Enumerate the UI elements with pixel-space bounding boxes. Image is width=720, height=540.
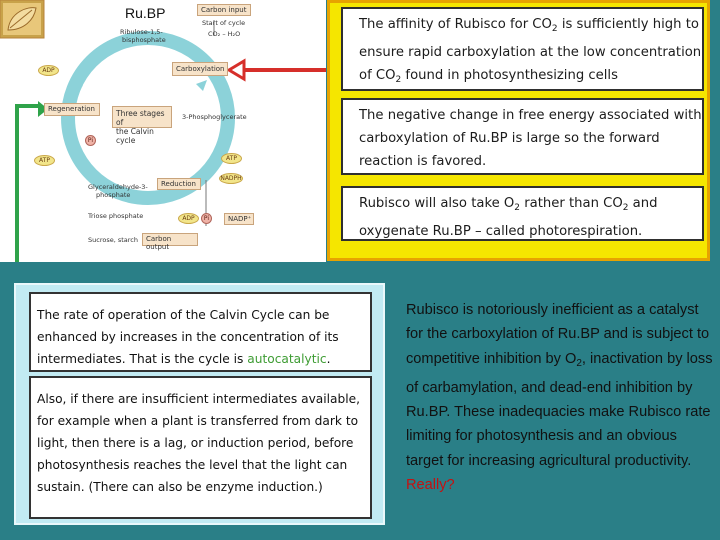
rubp-title: Ru.BP [125,5,166,21]
free-energy-text: The negative change in free energy associated with carboxylation of Ru.BP is large so the forward reaction is favored. [359,108,702,169]
regeneration-box: Regeneration [44,103,100,116]
leaf-thumbnail-icon [0,0,44,38]
free-energy-textbox [341,98,704,175]
induction-text: Also, if there are insufficient intermediates available, for example when a plant is transferred from dark to light, then there is a lag, or induction period, before photosynthesis reaches the level that the light can sustain. (There can also be enzyme induction.) [37,392,360,494]
yellow-panel [327,0,710,261]
three-stages-box [112,106,172,145]
autocatalytic-text-2: . [326,352,331,366]
adp-oval: ADP [38,65,59,76]
green-arrow-icon [17,101,48,262]
co2-h2o-label: CO₂ – H₂O [208,30,241,38]
three-stages-line1: Three stages of [116,109,165,127]
nadph-oval: NADPH [220,175,242,182]
g3p-label-line1: Glyceraldehyde-3- [88,183,148,191]
photoresp-text-1: Rubisco will also take O [359,196,515,211]
atp-oval-right: ATP [221,153,242,164]
carbon-output-box: Carbon output [142,233,198,246]
rubisco-sub-1: 2 [576,357,582,369]
rubisco-text-1: Rubisco is notoriously inefficient as a catalyst for the carboxylation of Ru.BP and is subject to competitive inhibition by O [406,302,710,367]
autocatalytic-text-1: The rate of operation of the Calvin Cycle can be enhanced by increases in the concentration of its intermediates. That is the cycle is [37,308,339,366]
calvin-cycle-diagram [0,0,326,262]
three-stages-line2: the Calvin cycle [116,127,154,145]
autocatalytic-word: autocatalytic [247,352,327,366]
photoresp-text-3: and oxygenate Ru.BP – called photorespiration. [359,196,658,239]
affinity-text-2: is sufficiently high to ensure rapid carboxylation at the low concentration of CO [359,17,702,83]
red-arrow-icon [229,61,326,79]
triose-label: Triose phosphate [88,212,144,220]
g3p-label-line2: phosphate [96,191,131,199]
nadp-box: NADP⁺ [224,213,254,225]
photorespiration-textbox [341,186,704,241]
affinity-textbox [341,7,704,91]
induction-textbox [29,376,372,519]
pi-circle-2: Pi [201,213,212,224]
photoresp-sub-1: 2 [514,203,521,213]
adp-oval-bottom: ADP [178,213,199,224]
really-question: Really? [406,477,455,494]
cyan-panel [14,283,385,525]
reduction-box: Reduction [157,178,201,190]
carbon-input-box: Carbon input [197,4,251,16]
rubisco-inefficiency-text [406,298,716,497]
affinity-text-1: The affinity of Rubisco for CO [359,17,552,32]
atp-oval-left: ATP [34,155,55,166]
affinity-text-3: found in photosynthesizing cells [401,68,618,83]
start-of-cycle-label: Start of cycle [202,19,246,27]
photoresp-text-2: rather than CO [520,196,623,211]
pi-circle-1: Pi [85,135,96,146]
carboxylation-box: Carboxylation [172,62,228,76]
affinity-sub-2: 2 [395,75,402,85]
rubp-label-line2: bisphosphate [122,36,166,44]
affinity-sub-1: 2 [551,24,558,34]
pgp-label: 3-Phosphoglycerate [182,113,247,121]
autocatalytic-textbox [29,292,372,372]
photoresp-sub-2: 2 [622,203,629,213]
rubp-label-line1: Ribulose-1,5- [120,28,163,36]
sucrose-label: Sucrose, starch [88,236,138,244]
rubisco-text-2: , inactivation by loss of carbamylation, and dead-end inhibition by Ru.BP. These inadequacies make Rubisco rate limiting for photosynthesis and an obvious target for increasing agricultural productivity. [406,350,713,469]
